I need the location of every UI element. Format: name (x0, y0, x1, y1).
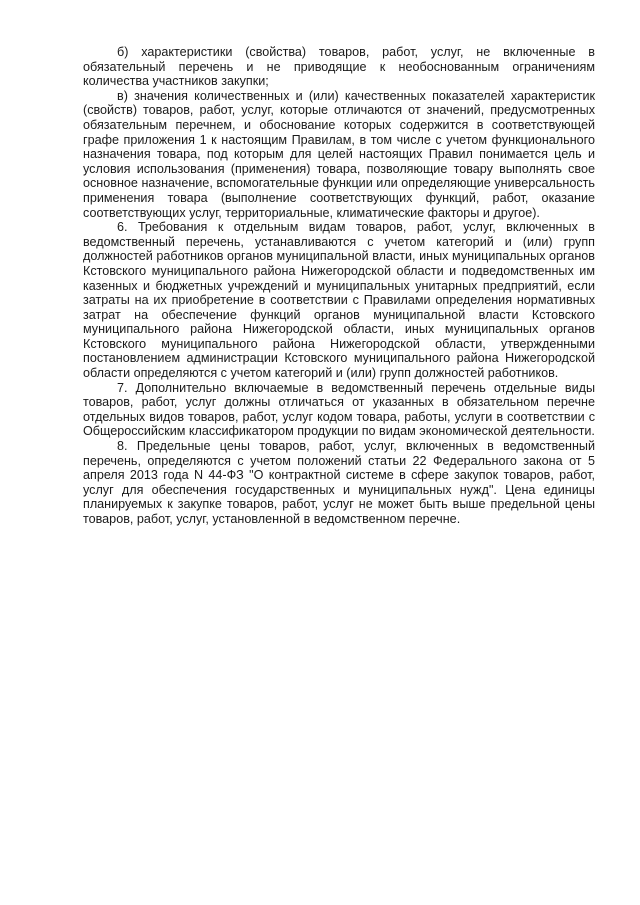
document-page (83, 45, 595, 527)
paragraph-7-additional-types: 7. Дополнительно включаемые в ведомственный перечень отдельные виды товаров, работ, услуг должны отличаться от указанных в обязательном перечне отдельных видов товаров, работ, услуг кодом товара, работы, услуги в соответствии с Общероссийским классификатором продукции по видам экономической деятельности. (83, 380, 595, 439)
paragraph-8-price-limits: 8. Предельные цены товаров, работ, услуг, включенных в ведомственный перечень, определяются с учетом положений статьи 22 Федерального закона от 5 апреля 2013 года N 44-ФЗ "О контрактной системе в сфере закупок товаров, работ, услуг для обеспечения государственных и муниципальных нужд". Цена единицы планируемых к закупке товаров, работ, услуг не может быть выше предельной цены товаров, работ, услуг, установленной в ведомственном перечне. (83, 439, 595, 526)
paragraph-6-requirements: 6. Требования к отдельным видам товаров, работ, услуг, включенных в ведомственный перечень, устанавливаются с учетом категорий и (или) групп должностей работников органов муниципальной власти, иных муниципальных органов Кстовского муниципального района Нижегородской области и подведомственных им казенных и бюджетных учреждений и муниципальных унитарных предприятий, если затраты на их приобретение в соответствии с Правилами определения нормативных затрат на обеспечение функций органов муниципальной власти Кстовского муниципального района Нижегородской области, иных муниципальных органов Кстовского муниципального района Нижегородской области, утвержденными постановлением администрации Кстовского муниципального района Нижегородской области определяются с учетом категорий и (или) групп должностей работников. (83, 220, 595, 381)
paragraph-b-characteristics: б) характеристики (свойства) товаров, работ, услуг, не включенные в обязательный перечень и не приводящие к необоснованным ограничениям количества участников закупки; (83, 45, 595, 89)
paragraph-v-indicator-values: в) значения количественных и (или) качественных показателей характеристик (свойств) товаров, работ, услуг, которые отличаются от значений, предусмотренных обязательным перечнем, и обоснование которых содержится в соответствующей графе приложения 1 к настоящим Правилам, в том числе с учетом функционального назначения товара, под которым для целей настоящих Правил понимается цель и условия использования (применения) товара, позволяющие товару выполнять свое основное назначение, вспомогательные функции или определяющие универсальность применения товара (выполнение соответствующих функций, работ, оказание соответствующих услуг, территориальные, климатические факторы и другое). (83, 88, 595, 220)
